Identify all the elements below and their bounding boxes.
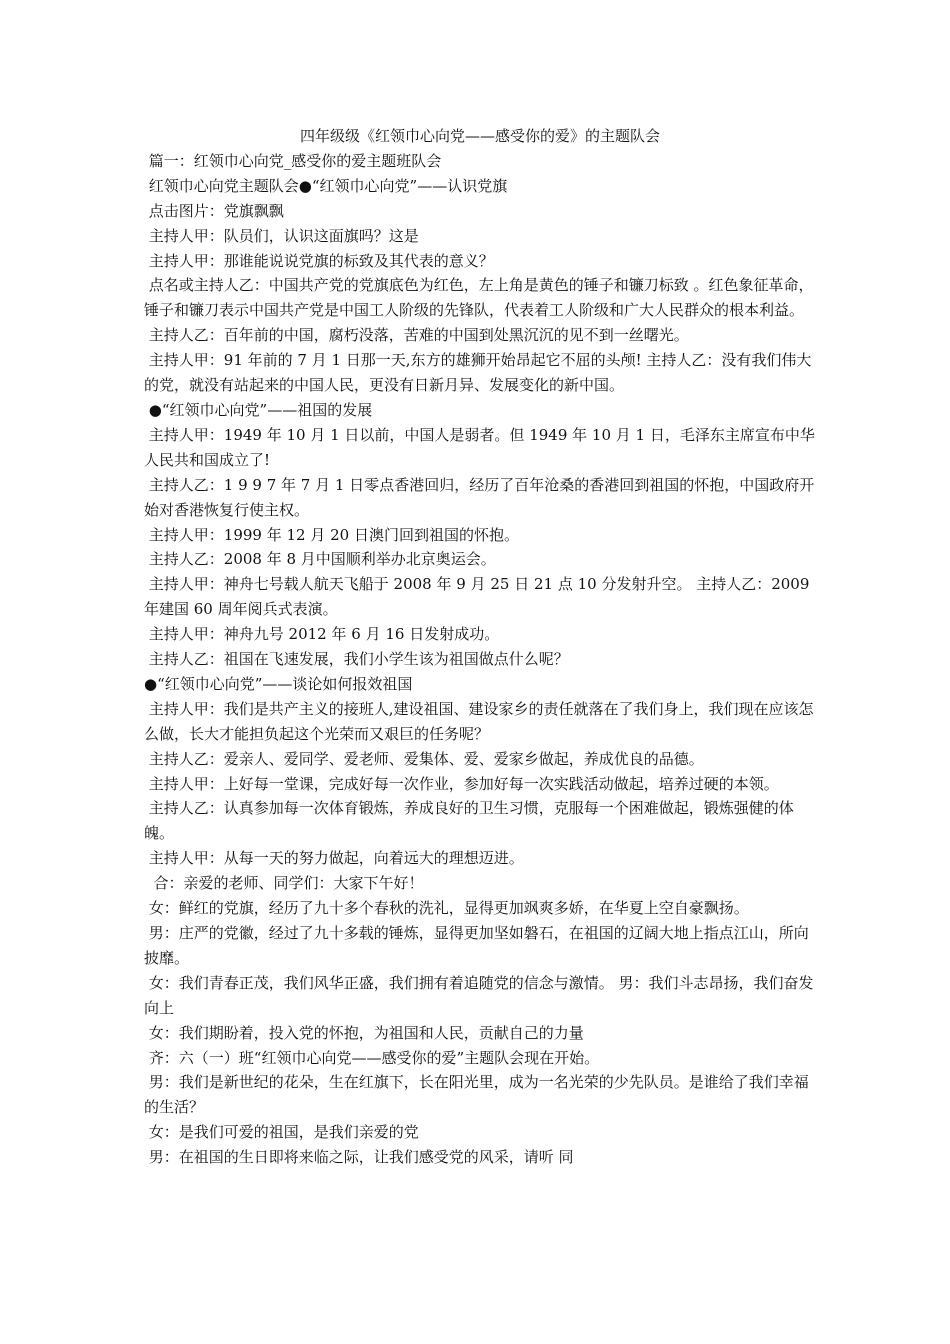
paragraph: 主持人乙：认真参加每一次体育锻炼，养成良好的卫生习惯，克服每一个困难做起，锻炼强健的体魄。: [144, 799, 794, 843]
paragraph: 主持人甲：上好每一堂课，完成好每一次作业，参加好每一次实践活动做起，培养过硬的本领。: [144, 774, 779, 793]
paragraph: 主持人乙：百年前的中国，腐朽没落，苦难的中国到处黑沉沉的见不到一丝曙光。: [144, 326, 689, 345]
paragraph: 红领巾心向党主题队会●“红领巾心向党”——认识党旗: [144, 176, 508, 195]
paragraph: 男：我们是新世纪的花朵，生在红旗下，长在阳光里，成为一名光荣的少先队员。是谁给了我们幸福的生活？: [144, 1073, 809, 1117]
paragraph: 主持人乙：1 9 9 7 年 7 月 1 日零点香港回归，经历了百年沧桑的香港回到祖国的怀抱，中国政府开始对香港恢复行使主权。: [144, 475, 815, 519]
paragraph: 主持人甲：1949 年 10 月 1 日以前，中国人是弱者。但 1949 年 10 月 1 日，毛泽东主席宣布中华人民共和国成立了!: [144, 425, 815, 469]
paragraph: 女：是我们可爱的祖国，是我们亲爱的党: [144, 1123, 419, 1142]
section-heading: ●“红领巾心向党”——谈论如何报效祖国: [144, 674, 413, 693]
paragraph: 点名或主持人乙：中国共产党的党旗底色为红色，左上角是黄色的锤子和镰刀标致 。红色象征革命，锤子和镰刀表示中国共产党是中国工人阶级的先锋队，代表着工人阶级和广大人民群众的根本利益。: [144, 276, 814, 320]
paragraph: 男：在祖国的生日即将来临之际，让我们感受党的风采，请听 同: [144, 1148, 574, 1167]
paragraph: 主持人甲：神舟七号载人航天飞船于 2008 年 9 月 25 日 21 点 10 分发射升空。 主持人乙：2009 年建国 60 周年阅兵式表演。: [144, 575, 815, 619]
paragraph: 主持人乙：2008 年 8 月中国顺利举办北京奥运会。: [144, 550, 496, 569]
paragraph: 篇一：红领巾心向党_感受你的爱主题班队会: [144, 151, 442, 170]
paragraph: 女：我们青春正茂，我们风华正盛，我们拥有着追随党的信念与激情。 男：我们斗志昂扬，我们奋发向上: [144, 973, 814, 1017]
paragraph: 主持人乙：爱亲人、爱同学、爱老师、爱集体、爱、爱家乡做起，养成优良的品德。: [144, 749, 704, 768]
paragraph: 女：我们期盼着，投入党的怀抱，为祖国和人民，贡献自己的力量: [144, 1023, 584, 1042]
paragraph: 主持人甲：神舟九号 2012 年 6 月 16 日发射成功。: [144, 625, 500, 644]
document-body: [144, 124, 816, 1170]
document-title: 四年级级《红领巾心向党——感受你的爱》的主题队会: [299, 127, 660, 145]
paragraph: 主持人甲：我们是共产主义的接班人,建设祖国、建设家乡的责任就落在了我们身上，我们现在应该怎么做，长大才能担负起这个光荣而又艰巨的任务呢？: [144, 699, 814, 743]
paragraph: 女：鲜红的党旗，经历了九十多个春秋的洗礼，显得更加飒爽多娇，在华夏上空自豪飘扬。: [144, 899, 749, 918]
paragraph: 点击图片：党旗飘飘: [144, 201, 284, 220]
paragraph: 合：亲爱的老师、同学们：大家下午好！: [144, 874, 424, 893]
paragraph: 齐：六（一）班“红领巾心向党——感受你的爱”主题队会现在开始。: [144, 1048, 600, 1067]
paragraph: 主持人甲：从每一天的努力做起，向着远大的理想迈进。: [144, 849, 524, 868]
paragraph: 主持人甲：队员们，认识这面旗吗？这是: [144, 226, 419, 245]
paragraph: 男：庄严的党徽，经过了九十多载的锤炼，显得更加坚如磐石，在祖国的辽阔大地上指点江山，所向披靡。: [144, 924, 809, 967]
paragraph: 主持人甲：91 年前的 7 月 1 日那一天,东方的雄狮开始昂起它不屈的头颅! 主持人乙：没有我们伟大的党，就没有站起来的中国人民，更没有日新月异、发展变化的新中国。: [144, 351, 812, 395]
paragraph: 主持人甲：那谁能说说党旗的标致及其代表的意义？: [144, 251, 494, 270]
paragraph: 主持人甲：1999 年 12 月 20 日澳门回到祖国的怀抱。: [144, 525, 519, 544]
section-heading: ●“红领巾心向党”——祖国的发展: [144, 400, 373, 419]
paragraph: 主持人乙：祖国在飞速发展，我们小学生该为祖国做点什么呢？: [144, 650, 569, 669]
